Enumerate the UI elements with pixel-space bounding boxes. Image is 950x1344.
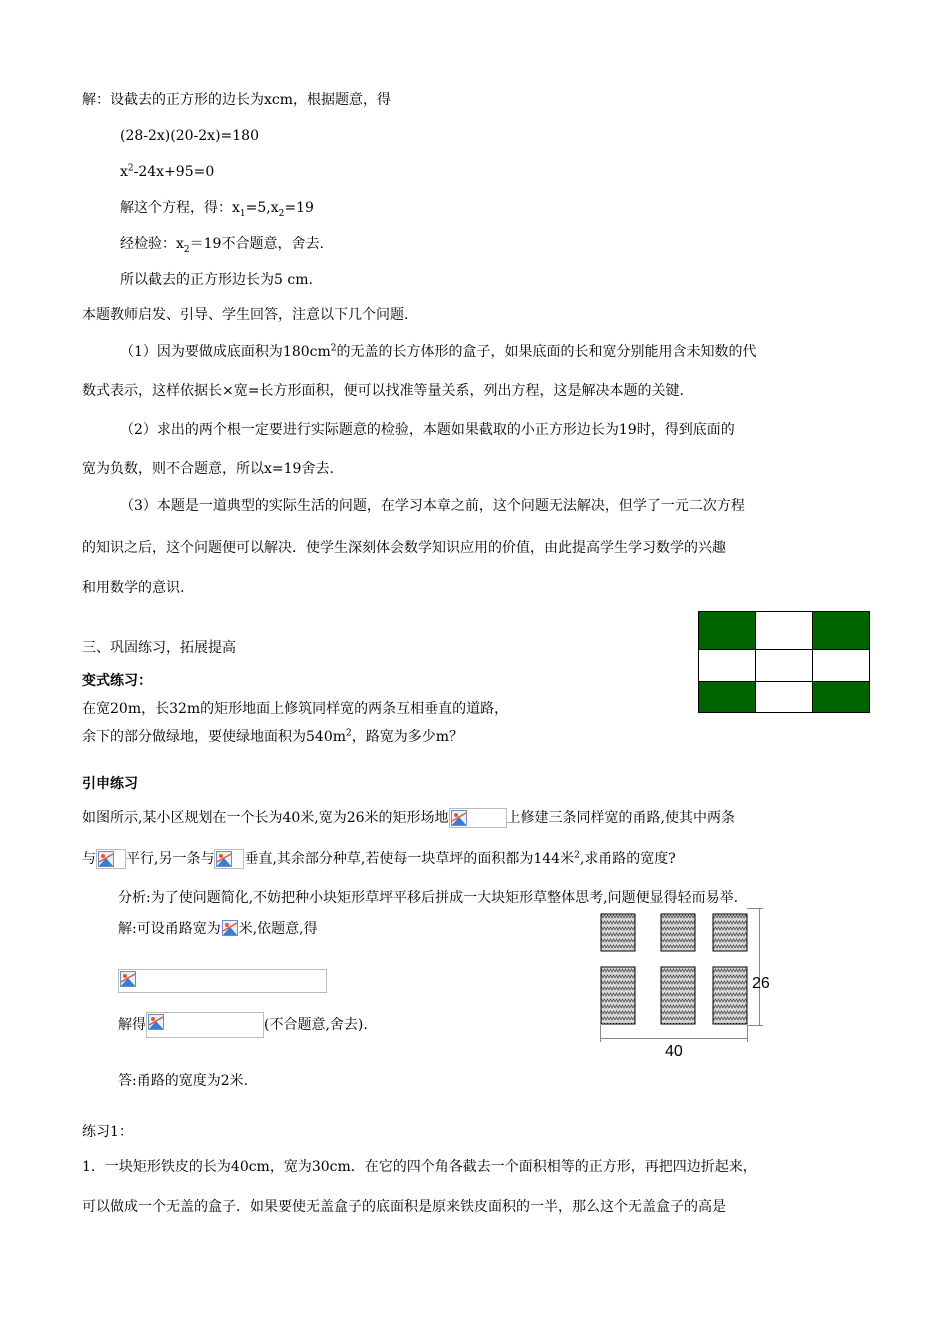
section-3-heading: 三、巩固练习，拓展提高 (82, 640, 236, 656)
extension-analysis: 分析:为了使问题简化,不妨把种小块矩形草坪平移后拼成一大块矩形草整体思考,问题便显得轻而易举. (118, 890, 739, 906)
note-1-line-2: 数式表示，这样依据长×宽=长方形面积，便可以找准等量关系，列出方程，这是解决本题的关键. (82, 383, 684, 399)
broken-equation-image (118, 969, 327, 993)
grid-cell-top-right (813, 612, 870, 650)
variant-line-2: 余下的部分做绿地，要使绿地面积为$540m^2$，路宽为多少m？ (82, 728, 464, 745)
equation-1: (28-2x)(20-2x)=180 (120, 128, 259, 144)
practice-q1-line-2: 可以做成一个无盖的盒子．如果要使无盖盒子的底面积是原来铁皮面积的一半，那么这个无盖盒子的高是 (82, 1199, 726, 1215)
variant-line-1: 在宽20m，长32m的矩形地面上修筑同样宽的两条互相垂直的道路， (82, 701, 509, 717)
lawn-block (713, 914, 747, 951)
broken-image-icon (146, 1012, 264, 1038)
lawn-block (601, 967, 635, 1024)
solve-line: 解这个方程，得：$x_1=5,x_2=19$ (120, 200, 314, 219)
lawn-block (601, 914, 635, 951)
extension-line-1: 如图所示,某小区规划在一个长为40米,宽为26米的矩形场地 上修建三条同样宽的甬路,使其中两条 (82, 810, 735, 826)
grid-cell-bottom-left (699, 682, 756, 713)
note-3-line-1: （3）本题是一道典型的实际生活的问题，在学习本章之前，这个问题无法解决，但学了一元二次方程 (120, 498, 745, 514)
note-3-line-3: 和用数学的意识. (82, 580, 185, 596)
note-2-line-2: 宽为负数，则不合题意，所以x=19舍去. (82, 461, 334, 477)
grid-cell-bottom-right (813, 682, 870, 713)
lawn-block (713, 967, 747, 1024)
extension-title: 引申练习 (82, 776, 138, 792)
variant-title: 变式练习： (82, 673, 152, 689)
broken-image-icon (120, 971, 136, 987)
extension-solve: 解:可设甬路宽为 米,依题意,得 (118, 921, 318, 937)
extension-answer: 答:甬路的宽度为2米. (118, 1073, 249, 1089)
grid-cell-top-left (699, 612, 756, 650)
broken-image-icon (221, 919, 239, 939)
extension-line-2: 与 平行,另一条与 垂直,其余部分种草,若使每一块草坪的面积都为144米$^2$,求甬路的宽度? (82, 850, 676, 867)
equation-2: $x^2-24x+95=0$ (120, 163, 215, 180)
broken-image-icon (214, 849, 244, 869)
note-3-line-2: 的知识之后，这个问题便可以解决．使学生深刻体会数学知识应用的价值，由此提高学生学习数学的兴趣 (82, 540, 726, 556)
lawn-block (661, 914, 695, 951)
lawn-block (661, 967, 695, 1024)
check-line: 经检验：$x_2=19$不合题意，舍去. (120, 236, 324, 255)
lawn-height-label: 26 (752, 975, 770, 992)
lawn-figure (597, 908, 781, 1062)
broken-image-icon (449, 808, 507, 828)
solution-intro: 解：设截去的正方形的边长为xcm，根据题意，得 (82, 92, 392, 108)
broken-image-icon (96, 849, 126, 869)
solution-answer: 所以截去的正方形边长为5 cm. (120, 272, 313, 288)
road-grid-figure (698, 611, 870, 713)
note-2-line-1: （2）求出的两个根一定要进行实际题意的检验，本题如果截取的小正方形边长为19时，得到底面的 (120, 422, 735, 438)
practice-q1-line-1: 1．一块矩形铁皮的长为40cm，宽为30cm．在它的四个角各截去一个面积相等的正方形，再把四边折起来， (82, 1159, 757, 1175)
extension-solved: 解得 (不合题意,舍去). (118, 1012, 368, 1038)
notes-lead: 本题教师启发、引导、学生回答，注意以下几个问题. (82, 307, 409, 323)
lawn-width-label: 40 (665, 1043, 683, 1060)
practice-title: 练习1： (82, 1124, 133, 1140)
note-1-line-1: （1）因为要做成底面积为$180cm^2$的无盖的长方体形的盒子，如果底面的长和宽分别能用含未知数的代 (120, 343, 757, 360)
